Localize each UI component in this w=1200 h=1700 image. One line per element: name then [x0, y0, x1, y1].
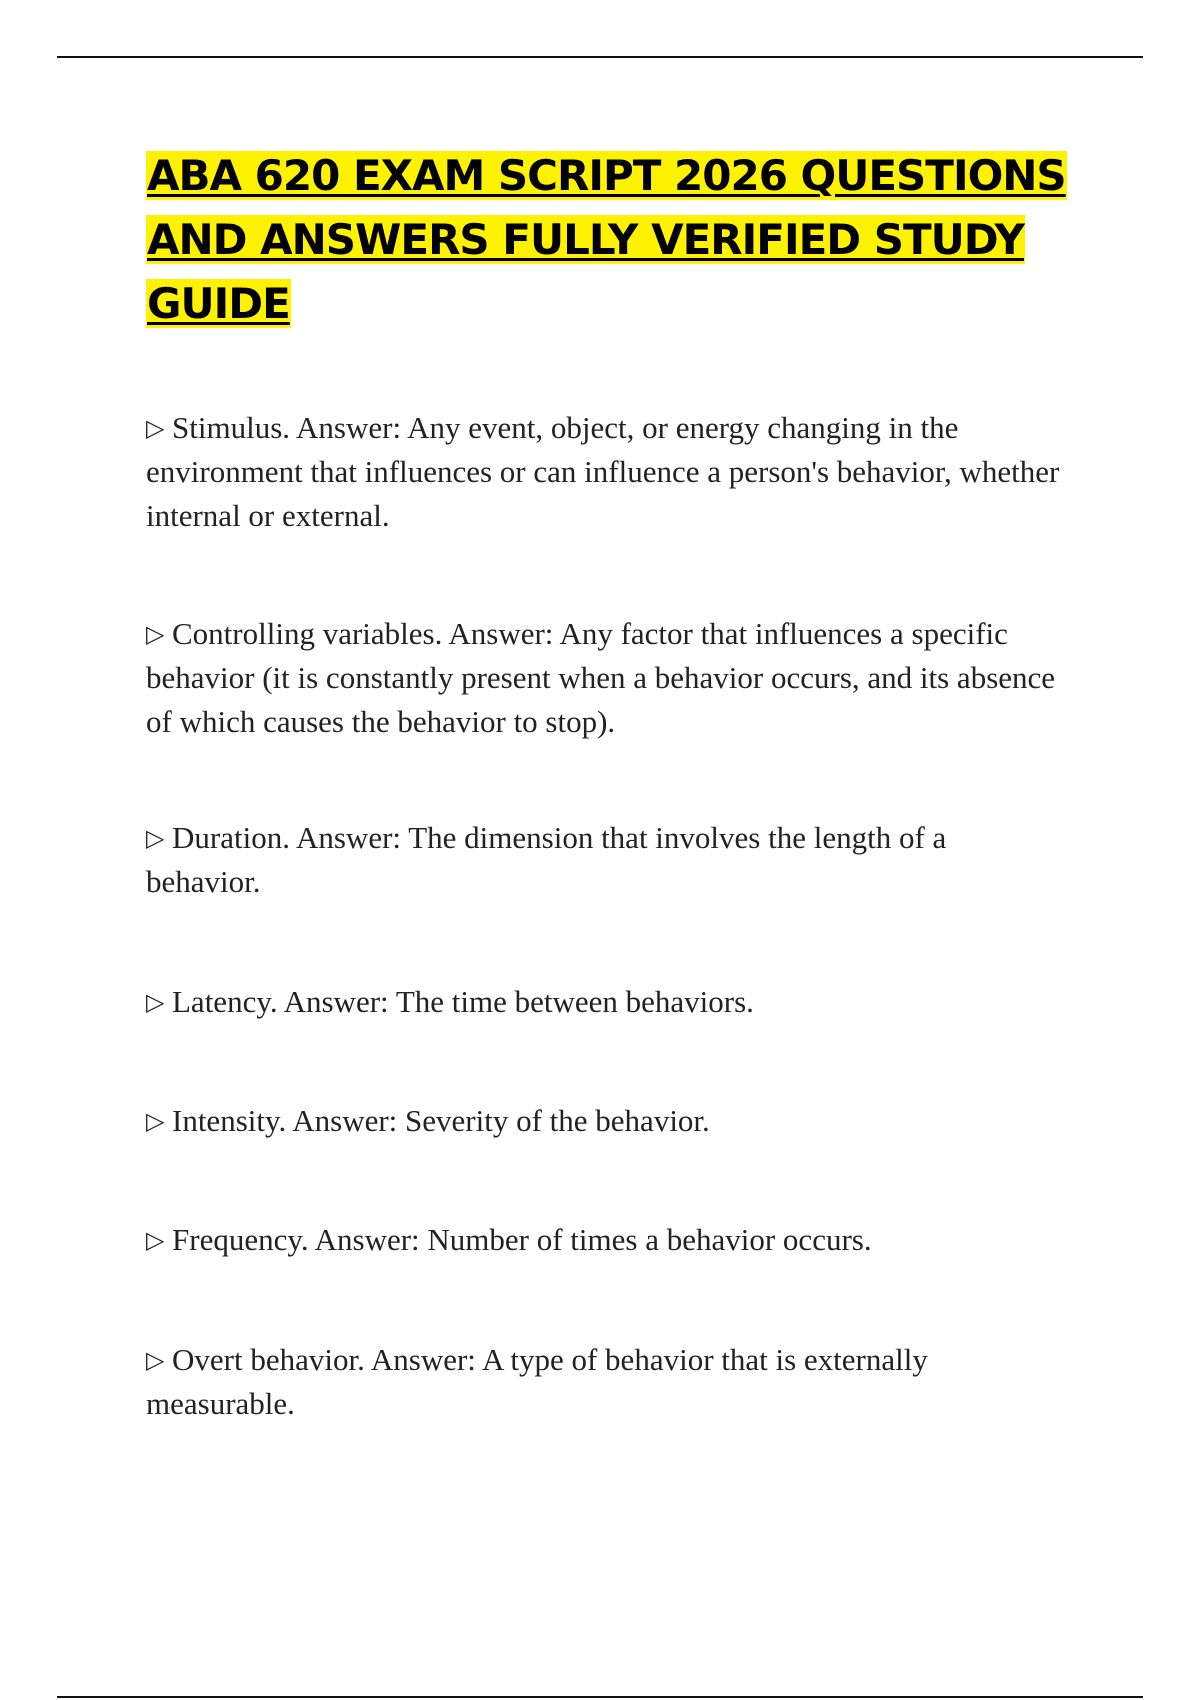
qa-text: Overt behavior. Answer: A type of behavior that is externally measurable.: [146, 1342, 928, 1421]
play-triangle-icon: ▷: [146, 1107, 165, 1135]
play-triangle-icon: ▷: [146, 824, 165, 852]
qa-text: Stimulus. Answer: Any event, object, or energy changing in the environment that influences or can influence a person's behavior, whether internal or external.: [146, 410, 1060, 533]
qa-item-frequency: [146, 1218, 1066, 1262]
document-body: [146, 144, 1066, 1421]
qa-text: Frequency. Answer: Number of times a behavior occurs.: [172, 1222, 872, 1257]
play-triangle-icon: ▷: [146, 414, 165, 442]
bottom-divider: [57, 1696, 1143, 1698]
qa-item-duration: [146, 816, 1066, 904]
qa-text: Latency. Answer: The time between behaviors.: [172, 984, 754, 1019]
play-triangle-icon: ▷: [146, 1226, 165, 1254]
qa-text: Duration. Answer: The dimension that involves the length of a behavior.: [146, 820, 947, 899]
qa-text: Intensity. Answer: Severity of the behavior.: [172, 1103, 710, 1138]
play-triangle-icon: ▷: [146, 620, 165, 648]
qa-item-intensity: [146, 1099, 1066, 1143]
qa-item-latency: [146, 980, 1066, 1024]
title-highlight: ABA 620 EXAM SCRIPT 2026 QUESTIONS AND ANSWERS FULLY VERIFIED STUDY GUIDE: [147, 151, 1066, 328]
qa-item-stimulus: [146, 406, 1066, 538]
qa-item-controlling-variables: [146, 612, 1066, 744]
qa-text: Controlling variables. Answer: Any factor that influences a specific behavior (it is constantly present when a behavior occurs, and its absence of which causes the behavior to stop).: [146, 616, 1056, 739]
top-divider: [57, 56, 1143, 58]
qa-item-overt-behavior: [146, 1338, 1066, 1426]
play-triangle-icon: ▷: [146, 1346, 165, 1374]
document-title: [146, 144, 1066, 336]
play-triangle-icon: ▷: [146, 988, 165, 1016]
